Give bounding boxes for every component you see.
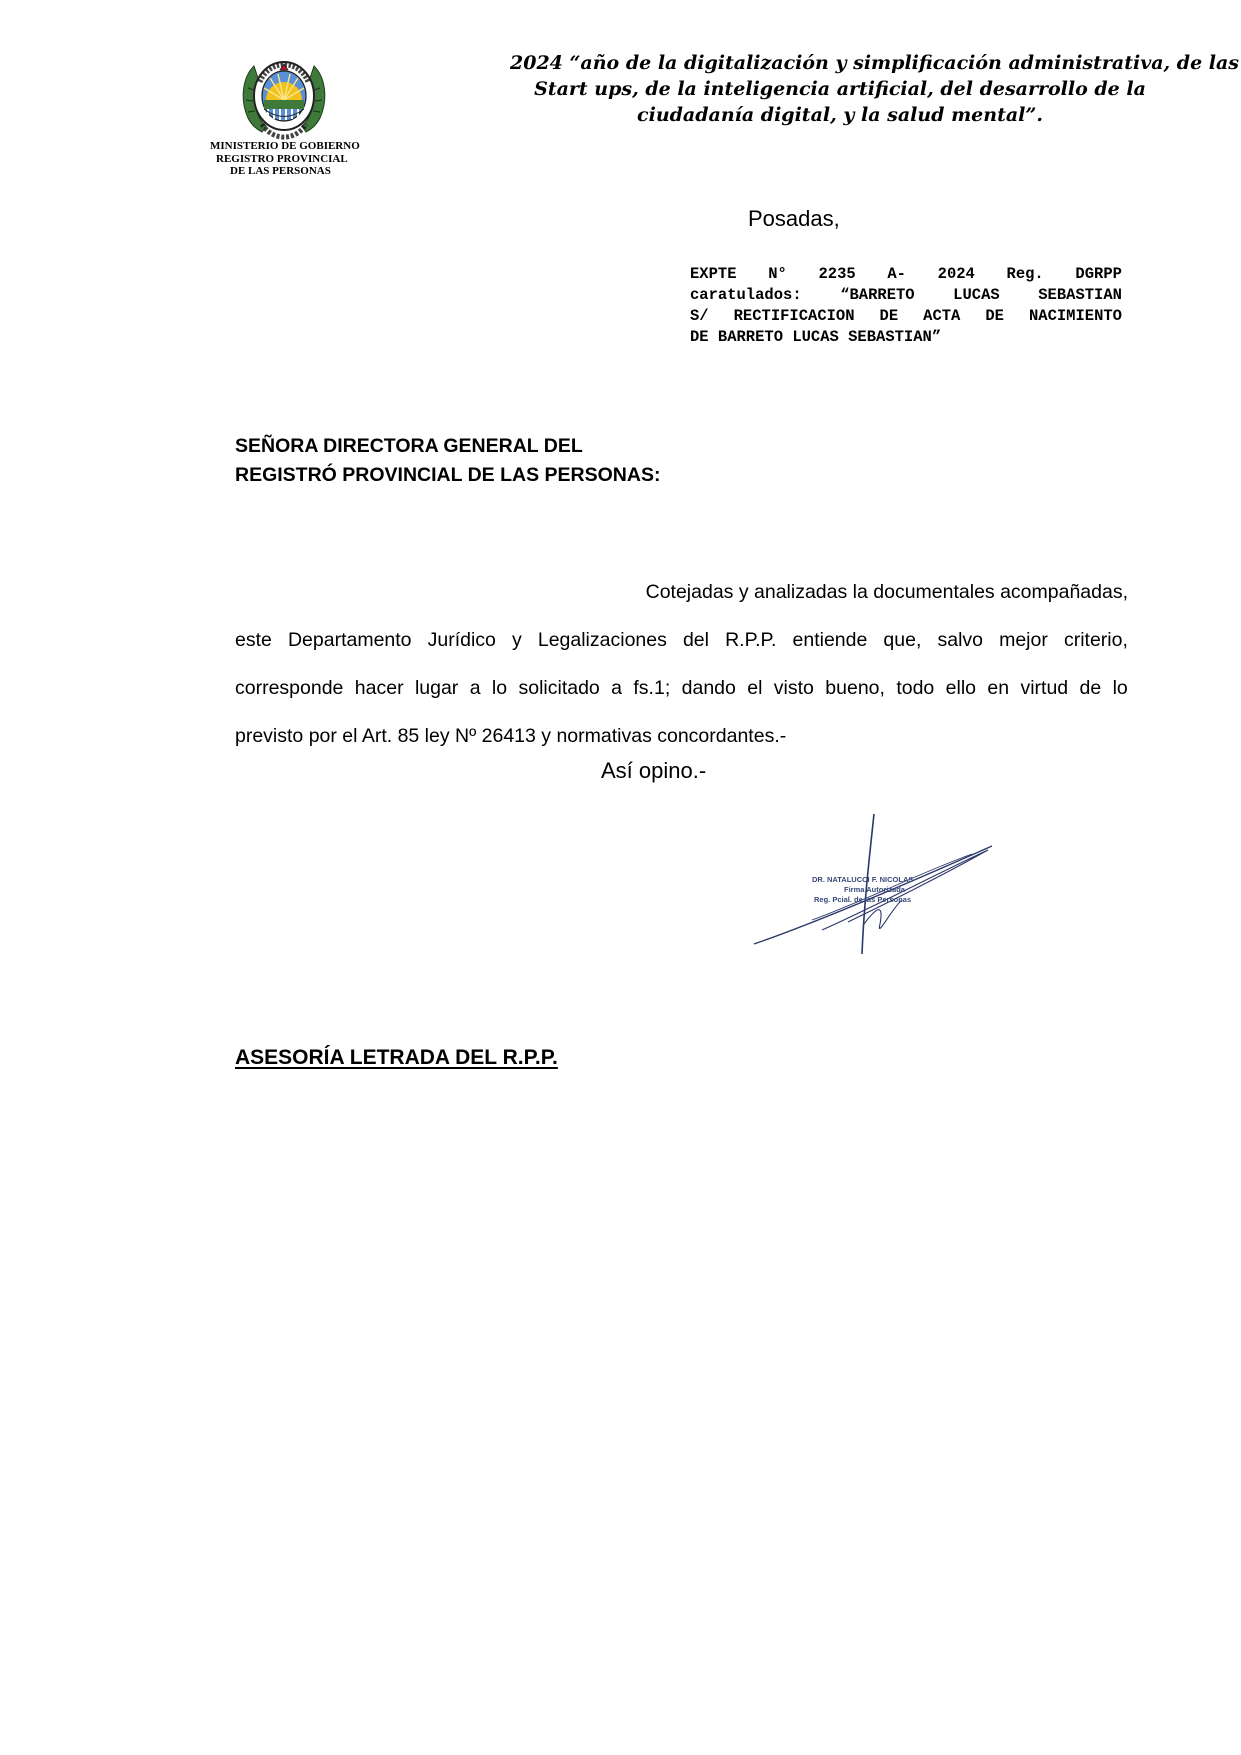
word: corresponde (235, 677, 344, 699)
word: hacer (354, 677, 404, 699)
word: bueno, (825, 677, 885, 699)
word: que, (883, 629, 922, 651)
signature-stamp (812, 875, 913, 905)
word: ACTA (923, 307, 961, 325)
word: visto (773, 677, 814, 699)
word: NACIMIENTO (1028, 307, 1122, 325)
ministry-header (206, 140, 360, 178)
word: N° (768, 265, 787, 283)
word: Jurídico (427, 629, 496, 651)
body-paragraph (235, 568, 1128, 760)
word: A- (887, 265, 906, 283)
addressee-line: SEÑORA DIRECTORA GENERAL DEL (235, 435, 583, 457)
case-line: DE BARRETO LUCAS SEBASTIAN” (690, 328, 942, 346)
word: entiende (792, 629, 868, 651)
word: Reg. (1006, 265, 1044, 283)
body-line (235, 568, 1128, 616)
word: DGRPP (1075, 265, 1122, 283)
body-text: previsto por el Art. 85 ley Nº 26413 y normativas concordantes.- (235, 725, 787, 747)
place-date: Posadas, (748, 206, 840, 231)
word: dando (681, 677, 736, 699)
motto-line: ciudadanía digital, y la salud mental”. (637, 104, 1043, 126)
motto-line: Start ups, de la inteligencia artificial, del desarrollo de la (534, 78, 1146, 100)
stamp-line: Firma Autorizada (844, 885, 905, 894)
word: lo (491, 677, 508, 699)
word: criterio, (1063, 629, 1128, 651)
word: y (512, 629, 522, 651)
word: virtud (1020, 677, 1069, 699)
body-line (235, 616, 1128, 664)
word: 2024 (937, 265, 975, 283)
word: a (611, 677, 623, 699)
word: en (987, 677, 1010, 699)
case-line (690, 306, 1122, 327)
word: de (1079, 677, 1102, 699)
word: lugar (414, 677, 459, 699)
word: todo (896, 677, 935, 699)
issuing-office: ASESORÍA LETRADA DEL R.P.P. (235, 1046, 558, 1069)
word: S/ (690, 307, 709, 325)
provincia-de-misiones-crest-icon (238, 48, 330, 144)
closing-statement: Así opino.- (601, 758, 707, 783)
word: caratulados: (690, 286, 802, 304)
body-line (235, 712, 1128, 760)
addressee (235, 432, 660, 490)
word: ello (945, 677, 976, 699)
stamp-line: DR. NATALUCCI F. NICOLAS (812, 875, 914, 884)
stamp-line: Reg. Pcial. de las Personas (814, 895, 912, 904)
body-text: Cotejadas y analizadas la documentales acompañadas, (645, 581, 1128, 603)
ministry-line: DE LAS PERSONAS (230, 165, 331, 177)
word: del (682, 629, 709, 651)
case-line (690, 285, 1122, 306)
ministry-line: REGISTRO PROVINCIAL (216, 152, 348, 165)
word: RECTIFICACION (733, 307, 855, 325)
case-reference (690, 264, 1122, 348)
body-line (235, 664, 1128, 712)
word: LUCAS (953, 286, 1000, 304)
word: lo (1112, 677, 1128, 699)
word: Legalizaciones (537, 629, 667, 651)
word: “BARRETO (840, 286, 915, 304)
word: 2235 (818, 265, 856, 283)
word: DE (985, 307, 1004, 325)
word: Departamento (287, 629, 412, 651)
word: salvo (937, 629, 983, 651)
word: fs.1; (633, 677, 671, 699)
word: SEBASTIAN (1038, 286, 1122, 304)
case-line (690, 264, 1122, 285)
word: DE (879, 307, 899, 325)
word: el (747, 677, 763, 699)
word: solicitado (518, 677, 600, 699)
word: EXPTE (690, 265, 737, 283)
ministry-line: MINISTERIO DE GOBIERNO (210, 140, 360, 152)
word: este (235, 629, 272, 651)
motto-line: 2024 “año de la digitalización y simplificación administrativa, de las (510, 52, 1239, 74)
word: R.P.P. (725, 629, 777, 651)
word: mejor (999, 629, 1048, 651)
addressee-line: REGISTRÓ PROVINCIAL DE LAS PERSONAS: (235, 464, 661, 486)
year-motto (510, 50, 1239, 128)
word: a (469, 677, 481, 699)
